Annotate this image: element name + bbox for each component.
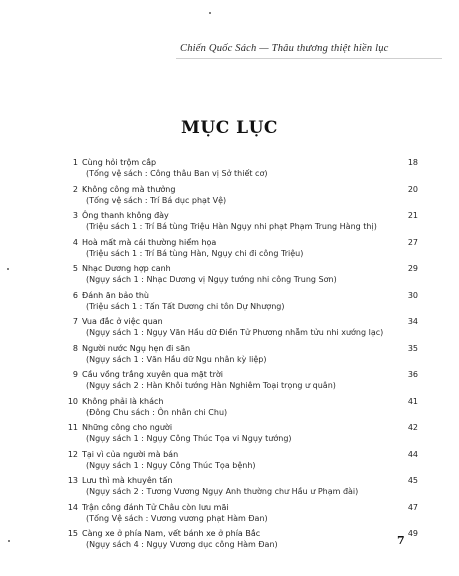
entry-page-number: 44: [407, 449, 418, 459]
entry-page-number: 42: [407, 423, 418, 432]
toc-entry: [58, 184, 418, 211]
entry-page-number: 36: [407, 370, 418, 379]
entry-page-number: 27: [407, 237, 418, 247]
entry-source: (Ngụy sách 2 : Tương Vương Ngụy Anh thường chư Hầu ư Phạm đài): [86, 487, 359, 496]
entry-number: 4: [72, 237, 78, 247]
toc-list: [58, 157, 418, 555]
entry-number: 13: [67, 476, 78, 485]
toc-entry: [58, 369, 418, 396]
entry-number: 10: [67, 396, 78, 406]
toc-entry: [58, 210, 418, 237]
header-rule: [176, 58, 442, 59]
toc-entry: [58, 528, 418, 555]
page-number: 7: [397, 534, 405, 547]
entry-source: (Đông Chu sách : Ôn nhân chi Chu): [86, 407, 228, 417]
entry-title: Đánh ăn bảo thù: [82, 290, 149, 300]
entry-source: (Tống Vệ sách : Vương vương phạt Hàm Đan): [86, 513, 268, 523]
entry-source: (Tống vệ sách : Công thâu Ban vị Sở thiết cơ): [86, 169, 268, 178]
entry-title: Ông thanh không đày: [82, 211, 169, 220]
toc-entry: [58, 316, 418, 343]
entry-title: Những công cho người: [82, 423, 173, 432]
entry-number: 7: [72, 317, 78, 326]
toc-entry: [58, 263, 418, 290]
entry-title: Nhạc Dương hợp canh: [82, 264, 171, 273]
scan-speck: [7, 268, 9, 270]
toc-entry: [58, 343, 418, 370]
entry-source: (Ngụy sách 1 : Ngụy Văn Hầu dữ Điền Tử Phương nhẫm tửu nhi xướng lạc): [86, 328, 384, 337]
entry-source: (Ngụy sách 1 : Văn Hầu dữ Ngu nhân kỳ liệp): [86, 354, 267, 364]
entry-title: Cầu vồng trắng xuyên qua mặt trời: [82, 370, 224, 379]
entry-page-number: 47: [407, 502, 418, 512]
entry-title: Cùng hỏi trộm cắp: [82, 158, 157, 167]
entry-source: (Triệu sách 1 : Tấn Tất Dương chi tôn Dự Nhượng): [86, 301, 285, 311]
toc-entry: [58, 237, 418, 264]
toc-entry: [58, 422, 418, 449]
entry-source: (Ngụy sách 2 : Hàn Khôi tướng Hàn Nghiêm Toại trọng ư quân): [86, 381, 336, 390]
entry-source: (Triệu sách 1 : Trí Bá tùng Triệu Hàn Ngụy nhi phạt Phạm Trung Hàng thị): [86, 222, 377, 231]
entry-page-number: 41: [407, 396, 418, 406]
entry-title: Tại vì của người mà bán: [82, 449, 179, 459]
scan-speck: [209, 12, 211, 14]
toc-entry: [58, 290, 418, 317]
entry-source: (Triệu sách 1 : Trí Bá tùng Hàn, Ngụy chi đi công Triệu): [86, 248, 304, 258]
entry-source: (Ngụy sách 4 : Ngụy Vương dục công Hàm Đan): [86, 540, 278, 549]
entry-title: Càng xe ở phía Nam, vết bánh xe ở phía Bắc: [82, 529, 261, 538]
entry-page-number: 18: [407, 158, 418, 167]
running-header: Chiến Quốc Sách — Thâu thương thiệt hiền lục: [180, 43, 389, 54]
entry-source: (Tống vệ sách : Trí Bá dục phạt Vệ): [86, 195, 227, 205]
scan-speck: [8, 540, 10, 542]
entry-title: Không phải là khách: [82, 396, 164, 406]
entry-page-number: 45: [407, 476, 418, 485]
entry-page-number: 49: [407, 529, 418, 538]
entry-number: 9: [72, 370, 78, 379]
entry-number: 11: [67, 423, 78, 432]
entry-number: 8: [72, 343, 78, 353]
toc-entry: [58, 157, 418, 184]
entry-title: Hoà mất mà cái thường hiểm họa: [82, 237, 217, 247]
entry-source: (Ngụy sách 1 : Ngụy Công Thúc Tọa vi Ngụy tướng): [86, 434, 292, 443]
entry-page-number: 20: [407, 184, 418, 194]
entry-number: 6: [72, 290, 78, 300]
entry-number: 12: [67, 449, 78, 459]
entry-page-number: 35: [407, 343, 418, 353]
entry-title: Người nước Ngụ hẹn đi săn: [82, 343, 191, 353]
entry-page-number: 29: [407, 264, 418, 273]
toc-entry: [58, 475, 418, 502]
entry-number: 1: [72, 158, 78, 167]
entry-source: (Ngụy sách 1 : Ngụy Công Thúc Tọa bệnh): [86, 460, 256, 470]
toc-entry: [58, 502, 418, 529]
toc-entry: [58, 449, 418, 476]
entry-title: Lưu thì mà khuyên tấn: [82, 476, 173, 485]
entry-page-number: 21: [407, 211, 418, 220]
entry-number: 15: [67, 529, 78, 538]
entry-source: (Ngụy sách 1 : Nhạc Dương vị Ngụy tướng nhi công Trung Sơn): [86, 275, 337, 284]
entry-number: 14: [67, 502, 78, 512]
entry-page-number: 34: [407, 317, 418, 326]
entry-page-number: 30: [407, 290, 418, 300]
toc-entry: [58, 396, 418, 423]
entry-number: 5: [72, 264, 78, 273]
entry-title: Vua đắc ở việc quan: [82, 317, 163, 326]
entry-title: Không công mà thưởng: [82, 184, 176, 194]
entry-title: Trận công đánh Tử Châu còn lưu mãi: [82, 502, 229, 512]
toc-title: MỤC LỤC: [181, 118, 278, 138]
entry-number: 3: [72, 211, 78, 220]
entry-number: 2: [72, 184, 78, 194]
